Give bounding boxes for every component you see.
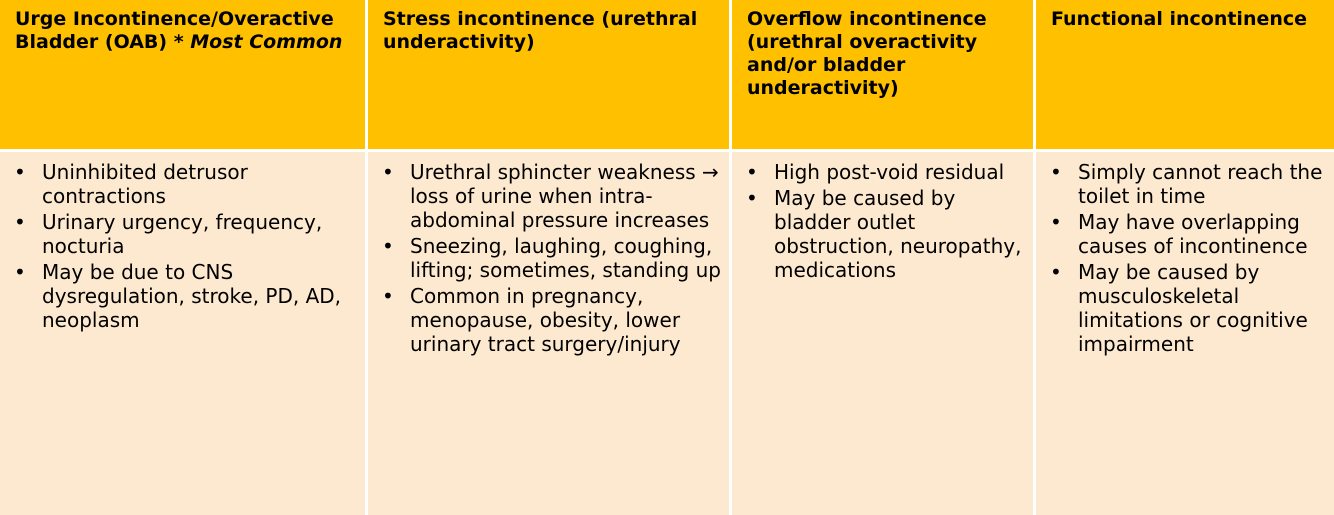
bullet-list	[1048, 160, 1328, 356]
list-item-text: May be caused by musculoskeletal limitations or cognitive impairment	[1078, 260, 1308, 356]
bullet-icon: •	[746, 186, 758, 210]
header-cell-urge	[0, 0, 365, 152]
bullet-icon: •	[14, 160, 26, 184]
bullet-icon: •	[14, 260, 26, 284]
list-item	[1048, 210, 1328, 258]
bullet-list	[12, 160, 359, 332]
header-main-text: Stress incontinence (urethral underactivity)	[383, 8, 698, 53]
header-cell-functional	[1033, 0, 1334, 152]
list-item	[744, 160, 1027, 184]
list-item-text: May have overlapping causes of incontinence	[1078, 210, 1308, 258]
table-header-row	[0, 0, 1334, 152]
header-emphasis-text: * Most Common	[167, 31, 343, 53]
list-item	[744, 186, 1027, 282]
bullet-list	[380, 160, 723, 356]
body-cell-urge	[0, 152, 365, 515]
list-item	[12, 260, 359, 332]
list-item-text: May be due to CNS dysregulation, stroke, PD, AD, neoplasm	[42, 260, 342, 332]
body-cell-overflow	[729, 152, 1033, 515]
list-item-text: May be caused by bladder outlet obstruction, neuropathy, medications	[774, 186, 1022, 282]
list-item-text: Simply cannot reach the toilet in time	[1078, 160, 1323, 208]
list-item-text: Sneezing, laughing, coughing, lifting; sometimes, standing up	[410, 234, 721, 282]
body-cell-functional	[1033, 152, 1334, 515]
header-title	[383, 8, 723, 54]
header-cell-overflow	[729, 0, 1033, 152]
bullet-icon: •	[382, 234, 394, 258]
list-item	[1048, 260, 1328, 356]
list-item	[12, 160, 359, 208]
header-cell-stress	[365, 0, 729, 152]
list-item-text: High post-void residual	[774, 160, 1005, 184]
list-item	[380, 284, 723, 356]
header-main-text: Functional incontinence	[1051, 8, 1308, 30]
bullet-icon: •	[382, 284, 394, 308]
header-title	[747, 8, 1027, 100]
header-main-text: Urge Incontinence/Overactive Bladder (OAB)	[15, 8, 334, 53]
list-item-text: Common in pregnancy, menopause, obesity, lower urinary tract surgery/injury	[410, 284, 681, 356]
bullet-icon: •	[1050, 260, 1062, 284]
list-item	[12, 210, 359, 258]
list-item	[380, 160, 723, 232]
bullet-list	[744, 160, 1027, 282]
bullet-icon: •	[746, 160, 758, 184]
header-main-text: Overflow incontinence (urethral overactivity and/or bladder underactivity)	[747, 8, 987, 99]
list-item	[1048, 160, 1328, 208]
list-item-text: Urinary urgency, frequency, nocturia	[42, 210, 323, 258]
body-cell-stress	[365, 152, 729, 515]
bullet-icon: •	[1050, 210, 1062, 234]
header-title	[15, 8, 359, 54]
bullet-icon: •	[14, 210, 26, 234]
table-body-row	[0, 152, 1334, 515]
list-item-text: Uninhibited detrusor contractions	[42, 160, 248, 208]
bullet-icon: •	[1050, 160, 1062, 184]
bullet-icon: •	[382, 160, 394, 184]
list-item	[380, 234, 723, 282]
header-title	[1051, 8, 1328, 31]
list-item-text: Urethral sphincter weakness → loss of urine when intra-abdominal pressure increases	[410, 160, 719, 232]
